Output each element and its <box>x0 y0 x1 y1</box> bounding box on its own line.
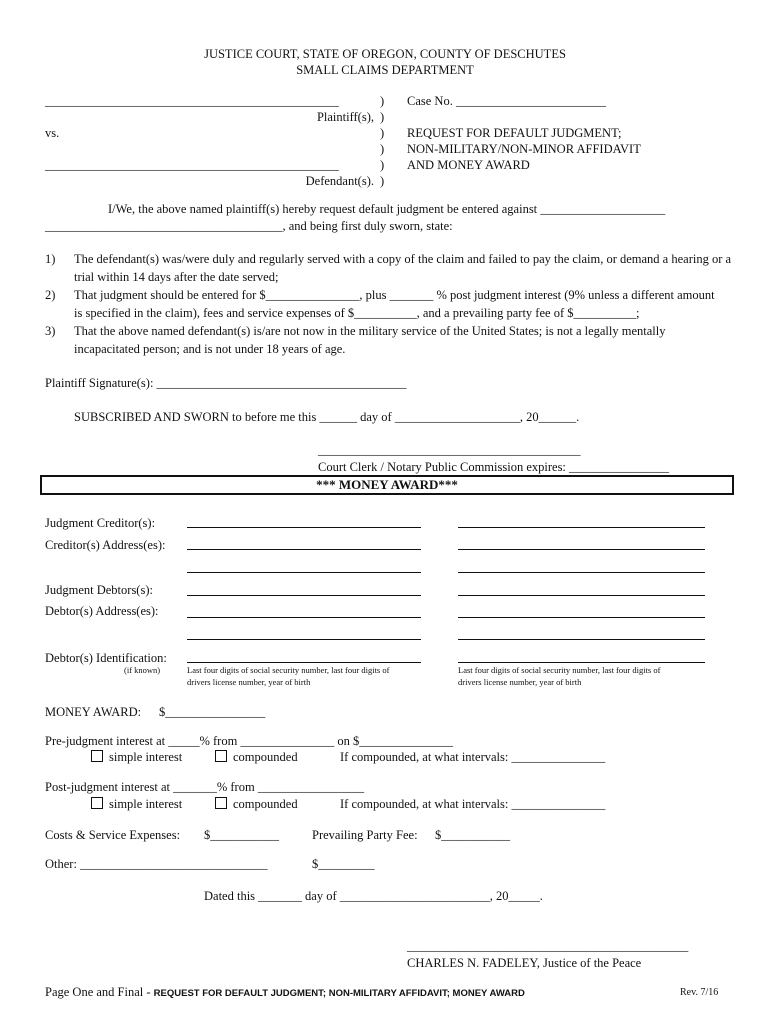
judgment-debtor-label: Judgment Debtors(s): <box>45 583 153 597</box>
if-known-note: (if known) <box>124 665 161 675</box>
statement-text: The defendant(s) was/were duly and regularly served with a copy of the claim and failed to pay the claim, or demand a hearing or a <box>74 252 732 266</box>
prevailing-fee-amount[interactable]: $___________ <box>435 828 510 842</box>
dated-field[interactable]: Dated this _______ day of ________________________, 20_____. <box>204 889 543 903</box>
checkbox-icon[interactable] <box>91 750 103 762</box>
creditor-address-blank[interactable] <box>458 572 705 573</box>
pre-simple-interest-option[interactable] <box>91 749 182 765</box>
checkbox-icon[interactable] <box>215 797 227 809</box>
prevailing-fee-label: Prevailing Party Fee: <box>312 828 418 842</box>
footer-form-name: REQUEST FOR DEFAULT JUDGMENT; NON-MILITARY AFFIDAVIT; MONEY AWARD <box>153 988 525 999</box>
post-simple-interest-option[interactable] <box>91 796 182 812</box>
checkbox-icon[interactable] <box>91 797 103 809</box>
form-title-line: REQUEST FOR DEFAULT JUDGMENT; <box>407 126 622 140</box>
statement-text[interactable]: That judgment should be entered for $_______________, plus _______ % post judgment interest (9% unless a different amount <box>74 288 715 302</box>
footer-title <box>45 984 525 1002</box>
other-field[interactable]: Other: ______________________________ <box>45 857 268 871</box>
case-number-field[interactable]: Case No. ________________________ <box>407 94 606 108</box>
statement-number: 2) <box>45 288 56 302</box>
prejudgment-interest-line[interactable]: Pre-judgment interest at _____% from _______________ on $_______________ <box>45 734 453 748</box>
plaintiff-signature-field[interactable]: Plaintiff Signature(s): ________________________________________ <box>45 376 407 390</box>
plaintiff-name-line[interactable]: _______________________________________________ <box>45 94 339 108</box>
costs-label: Costs & Service Expenses: <box>45 828 181 842</box>
caption-paren: ) <box>380 94 385 108</box>
caption-paren: ) <box>380 142 385 156</box>
debtor-identification-blank[interactable] <box>458 662 705 663</box>
debtor-name-blank[interactable] <box>458 595 705 596</box>
money-award-banner: *** MONEY AWARD*** <box>40 475 734 495</box>
judgment-creditor-label: Judgment Creditor(s): <box>45 516 156 530</box>
postjudgment-interest-line[interactable]: Post-judgment interest at _______% from _________________ <box>45 780 365 794</box>
compounded-label: compounded <box>233 797 298 811</box>
checkbox-icon[interactable] <box>215 750 227 762</box>
defendant-name-line[interactable]: _______________________________________________ <box>45 158 339 172</box>
creditor-address-blank[interactable] <box>458 549 705 550</box>
revision-label: Rev. 7/16 <box>680 987 719 998</box>
statement-number: 3) <box>45 324 56 338</box>
compounded-label: compounded <box>233 750 298 764</box>
court-title: JUSTICE COURT, STATE OF OREGON, COUNTY OF DESCHUTES <box>204 47 566 61</box>
form-title-line: NON-MILITARY/NON-MINOR AFFIDAVIT <box>407 142 641 156</box>
identification-note: drivers license number, year of birth <box>187 677 311 687</box>
caption-paren: ) <box>380 174 385 188</box>
other-amount[interactable]: $_________ <box>312 857 375 871</box>
statement-number: 1) <box>45 252 56 266</box>
debtor-address-blank[interactable] <box>187 639 421 640</box>
caption-paren: ) <box>380 110 385 124</box>
versus-label: vs. <box>45 126 60 140</box>
caption-paren: ) <box>380 158 385 172</box>
identification-note: Last four digits of social security number, last four digits of <box>187 665 390 675</box>
intervals-label: If compounded, at what intervals: <box>340 750 509 764</box>
intro-line[interactable]: ______________________________________, and being first duly sworn, state: <box>45 219 453 233</box>
footer-page-label: Page One and Final - <box>45 985 151 999</box>
judge-name: CHARLES N. FADELEY, Justice of the Peace <box>407 956 642 970</box>
creditor-name-blank[interactable] <box>458 527 705 528</box>
creditor-name-blank[interactable] <box>187 527 421 528</box>
statement-text[interactable]: is specified in the claim), fees and service expenses of $__________, and a prevailing party fee of $__________; <box>74 306 640 320</box>
intro-line[interactable]: I/We, the above named plaintiff(s) hereby request default judgment be entered against ____________________ <box>108 202 666 216</box>
debtor-name-blank[interactable] <box>187 595 421 596</box>
intervals-blank[interactable]: _______________ <box>511 797 606 811</box>
judge-signature-line[interactable]: _____________________________________________ <box>407 939 689 953</box>
defendant-label: Defendant(s). <box>305 174 374 188</box>
clerk-label[interactable]: Court Clerk / Notary Public Commission expires: ________________ <box>318 460 670 474</box>
identification-note: drivers license number, year of birth <box>458 677 582 687</box>
debtor-address-blank[interactable] <box>458 639 705 640</box>
debtor-identification-blank[interactable] <box>187 662 421 663</box>
debtor-address-label: Debtor(s) Address(es): <box>45 604 159 618</box>
intervals-label: If compounded, at what intervals: <box>340 797 509 811</box>
debtor-address-blank[interactable] <box>187 617 421 618</box>
creditor-address-label: Creditor(s) Address(es): <box>45 538 166 552</box>
statement-text: That the above named defendant(s) is/are not now in the military service of the United States; is not a legally mentally <box>74 324 666 338</box>
creditor-address-blank[interactable] <box>187 572 421 573</box>
plaintiff-label: Plaintiff(s), <box>316 110 374 124</box>
clerk-signature-line[interactable]: __________________________________________ <box>318 443 581 457</box>
identification-note: Last four digits of social security number, last four digits of <box>458 665 661 675</box>
statement-text: trial within 14 days after the date served; <box>74 270 279 284</box>
post-compounded-option[interactable] <box>215 796 298 812</box>
intervals-blank[interactable]: _______________ <box>511 750 606 764</box>
simple-interest-label: simple interest <box>109 750 183 764</box>
caption-paren: ) <box>380 126 385 140</box>
debtor-identification-label: Debtor(s) Identification: <box>45 651 167 665</box>
post-intervals-field[interactable] <box>340 796 605 812</box>
statement-text: incapacitated person; and is not under 18 years of age. <box>74 342 346 356</box>
pre-intervals-field[interactable] <box>340 749 605 765</box>
sworn-statement[interactable]: SUBSCRIBED AND SWORN to before me this ______ day of ____________________, 20______. <box>74 410 580 424</box>
money-award-amount[interactable]: $________________ <box>159 705 266 719</box>
costs-amount[interactable]: $___________ <box>204 828 279 842</box>
simple-interest-label: simple interest <box>109 797 183 811</box>
department-title: SMALL CLAIMS DEPARTMENT <box>296 63 474 77</box>
creditor-address-blank[interactable] <box>187 549 421 550</box>
money-award-label: MONEY AWARD: <box>45 705 142 719</box>
pre-compounded-option[interactable] <box>215 749 298 765</box>
form-title-line: AND MONEY AWARD <box>407 158 530 172</box>
debtor-address-blank[interactable] <box>458 617 705 618</box>
